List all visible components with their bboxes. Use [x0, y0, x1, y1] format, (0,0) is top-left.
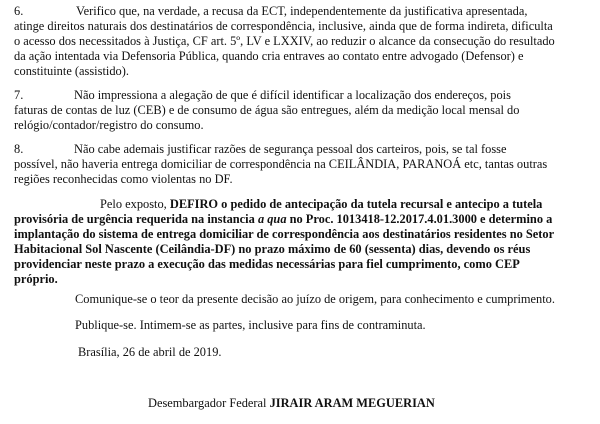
decision-line-2 — [14, 212, 552, 227]
decision-line-2-italic: a qua — [257, 212, 287, 226]
decision-line-3: implantação do sistema de entrega domiciliar de correspondência aos destinatários residentes no Setor — [14, 227, 555, 241]
decision-line-2-part-2: no Proc. 1013418-12.2017.4.01.3000 e determino a — [286, 212, 553, 226]
paragraph-7-number: 7. — [14, 88, 24, 102]
decision-line-5: providenciar neste prazo a execução das medidas necessárias para fiel cumprimento, como CEP — [14, 257, 520, 271]
paragraph-6-line-3: o acesso dos necessitados à Justiça, CF art. 5º, LV e LXXIV, ao reduzir o alcance da consecução do resultado — [14, 34, 555, 48]
publish-line: Publique-se. Intimem-se as partes, inclusive para fins de contraminuta. — [75, 318, 426, 332]
signature-name: JIRAIR ARAM MEGUERIAN — [269, 396, 435, 410]
paragraph-7-line-1: Não impressiona a alegação de que é difícil identificar a localização dos endereços, pois — [74, 88, 511, 102]
paragraph-6-line-5: constituinte (assistido). — [14, 64, 129, 78]
decision-line-2-part-1: provisória de urgência requerida na instancia — [14, 212, 258, 226]
paragraph-8-line-3: regiões reconhecidas como violentas no DF. — [14, 172, 233, 186]
communicate-line: Comunique-se o teor da presente decisão ao juízo de origem, para conhecimento e cumprimento. — [75, 292, 555, 306]
paragraph-6-line-1: Verifico que, na verdade, a recusa da ECT, independentemente da justificativa apresentada, — [76, 4, 528, 18]
paragraph-8-line-2: possível, não haveria entrega domiciliar de correspondência na CEILÂNDIA, PARANOÁ etc, tantas outras — [14, 157, 548, 171]
signature-line — [148, 396, 435, 411]
decision-line-1 — [100, 197, 542, 212]
signature-title: Desembargador Federal — [148, 396, 270, 410]
place-date: Brasília, 26 de abril de 2019. — [78, 345, 222, 359]
decision-line-1-bold: DEFIRO o pedido de antecipação da tutela recursal e antecipo a tutela — [169, 197, 543, 211]
paragraph-7-line-2: faturas de contas de luz (CEB) e de consumo de água são entregues, além da medição local mensal do — [14, 103, 520, 117]
decision-line-6: próprio. — [14, 272, 58, 286]
paragraph-8-number: 8. — [14, 142, 24, 156]
paragraph-6-number: 6. — [14, 4, 24, 18]
paragraph-7-line-3: relógio/contador/registro do consumo. — [14, 118, 204, 132]
paragraph-6-line-4: da ação intentada via Defensoria Pública, quando cria entraves ao contato entre advogado (Defensor) e — [14, 49, 524, 63]
paragraph-8-line-1: Não cabe ademais justificar razões de segurança pessoal dos carteiros, pois, se tal fosse — [74, 142, 507, 156]
decision-line-4: Habitacional Sol Nascente (Ceilândia-DF) no prazo máximo de 60 (sessenta) dias, devendo os réus — [14, 242, 531, 256]
decision-intro: Pelo exposto, — [100, 197, 170, 211]
paragraph-6-line-2: atinge direitos naturais dos destinatários de correspondência, inclusive, ainda que de forma indireta, dificulta — [14, 19, 553, 33]
